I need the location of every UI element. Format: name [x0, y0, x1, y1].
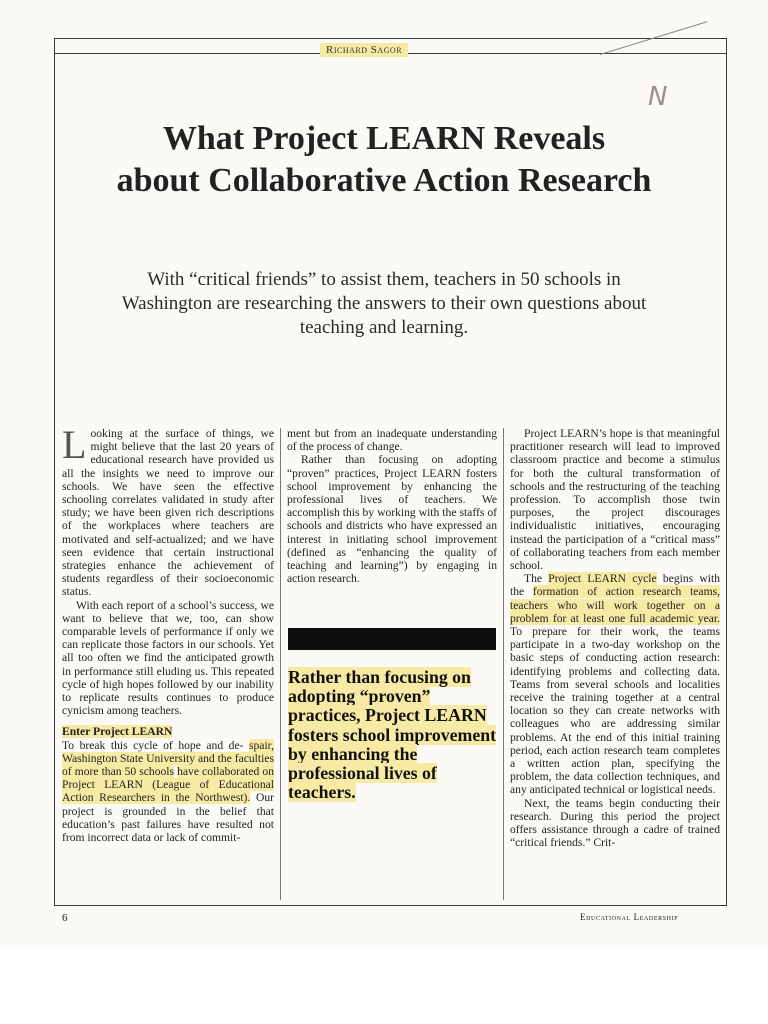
- author-byline: Richard Sagor: [320, 43, 408, 57]
- page-number: 6: [62, 912, 68, 924]
- bottom-rule: [54, 905, 726, 906]
- c3-p2-part-c: begins with the: [510, 572, 720, 599]
- publication-name: Educational Leadership: [580, 912, 679, 922]
- column-divider-2: [503, 428, 504, 900]
- title-line-2: about Collaborative Action Research: [116, 162, 652, 199]
- column-1: [62, 422, 274, 845]
- pull-quote: [288, 668, 502, 802]
- c1-paragraph-1: [62, 422, 274, 599]
- column-3: [510, 427, 720, 850]
- c1-p3-part-d: Our project is grounded in the belief that education’s past failures have resulted not from incorrect data or lack of commit-: [62, 791, 274, 845]
- c1-p3-part-a: To break this cycle of hope and de-: [62, 738, 244, 752]
- c3-p2-part-e: To prepare for their work, the teams participate in a two-day workshop on the basic steps of conducting action research: identifying problems and collecting data. Teams from several schools and localities receive the training together at a central location so they can create networks with colleagues who are addressing similar problems. At the end of this initial training period, each action research team completes a written action plan, specifying the problem, the data collection techniques, and any anticipated technical or logistical needs.: [510, 625, 720, 797]
- redaction-bar: [288, 628, 496, 650]
- c3-p2-highlight-d: formation of action research teams, teachers who will work together on a problem for at least one full academic year.: [510, 585, 721, 625]
- c1-paragraph-2: With each report of a school’s success, we want to believe that we, too, can show comparable levels of performance if only we can replicate those factors in our schools. Yet all too often we find the anticipated growth in performance still eluding us. This repeated cycle of high hopes followed by our inability to replicate results continues to produce cynicism among teachers.: [62, 598, 274, 718]
- section-heading: [62, 725, 274, 738]
- column-2: [287, 427, 497, 585]
- c1-p3-highlight-c: have collaborated on Project LEARN (League of Educational Action Researchers in the Northwest).: [62, 765, 274, 805]
- drop-cap: L: [62, 422, 87, 467]
- c1-paragraph-3: [62, 739, 274, 845]
- top-rule-outer: [54, 38, 726, 39]
- c2-paragraph-2: Rather than focusing on adopting “proven” practices, Project LEARN fosters school improvement by enhancing the professional lives of teachers. We accomplish this by working with the staffs of schools and districts who have expressed an interest in initiating school improvement (defined as “enhancing the quality of teaching and learning”) by engaging in action research.: [287, 453, 497, 586]
- c3-p2-part-a: The: [524, 572, 549, 586]
- c3-paragraph-1: Project LEARN’s hope is that meaningful practitioner research will lead to improved classroom practice and become a stimulus for both the cultural transformation of schools and the restructuring of the teaching profession. To accomplish those twin purposes, the project discourages individualistic initiatives, encouraging instead the participation of a “critical mass” of collaborating teachers from each member school.: [510, 427, 720, 573]
- c3-paragraph-2: [510, 572, 720, 796]
- pull-quote-text: Rather than focusing on adopting “proven” practices, Project LEARN fosters school improvement by enhancing the professional lives of teachers.: [288, 667, 497, 803]
- c3-p2-highlight-b: Project LEARN cycle: [548, 572, 657, 586]
- article-subtitle: With “critical friends” to assist them, teachers in 50 schools in Washington are researching the answers to their own questions about teaching and learning.: [121, 269, 647, 338]
- c1-paragraph-1-text: ooking at the surface of things, we might believe that the last 20 years of educational research have provided us all the insights we need to improve our schools. We have seen the effective schooling correlates validated in study after study; we have been given rich descriptions of the workplaces where teachers are motivated and self-actualized; and we have seen evidence that certain instructional strategies enhance the achievement of students regardless of their socioeconomic status.: [62, 427, 274, 599]
- article-title: [0, 118, 768, 202]
- c1-p3-highlight-b: spair, Washington State University and the faculties of more than 50 schools: [62, 738, 274, 779]
- margin-initial-mark: N: [648, 82, 668, 112]
- c2-paragraph-1: ment but from an inadequate understanding of the process of change.: [287, 427, 497, 454]
- section-heading-text: Enter Project LEARN: [62, 725, 173, 739]
- title-line-1: What Project LEARN Reveals: [162, 120, 606, 157]
- c3-paragraph-3: Next, the teams begin conducting their research. During this period the project offers assistance through a cadre of trained “critical friends.” Crit-: [510, 796, 720, 850]
- column-divider-1: [280, 428, 281, 900]
